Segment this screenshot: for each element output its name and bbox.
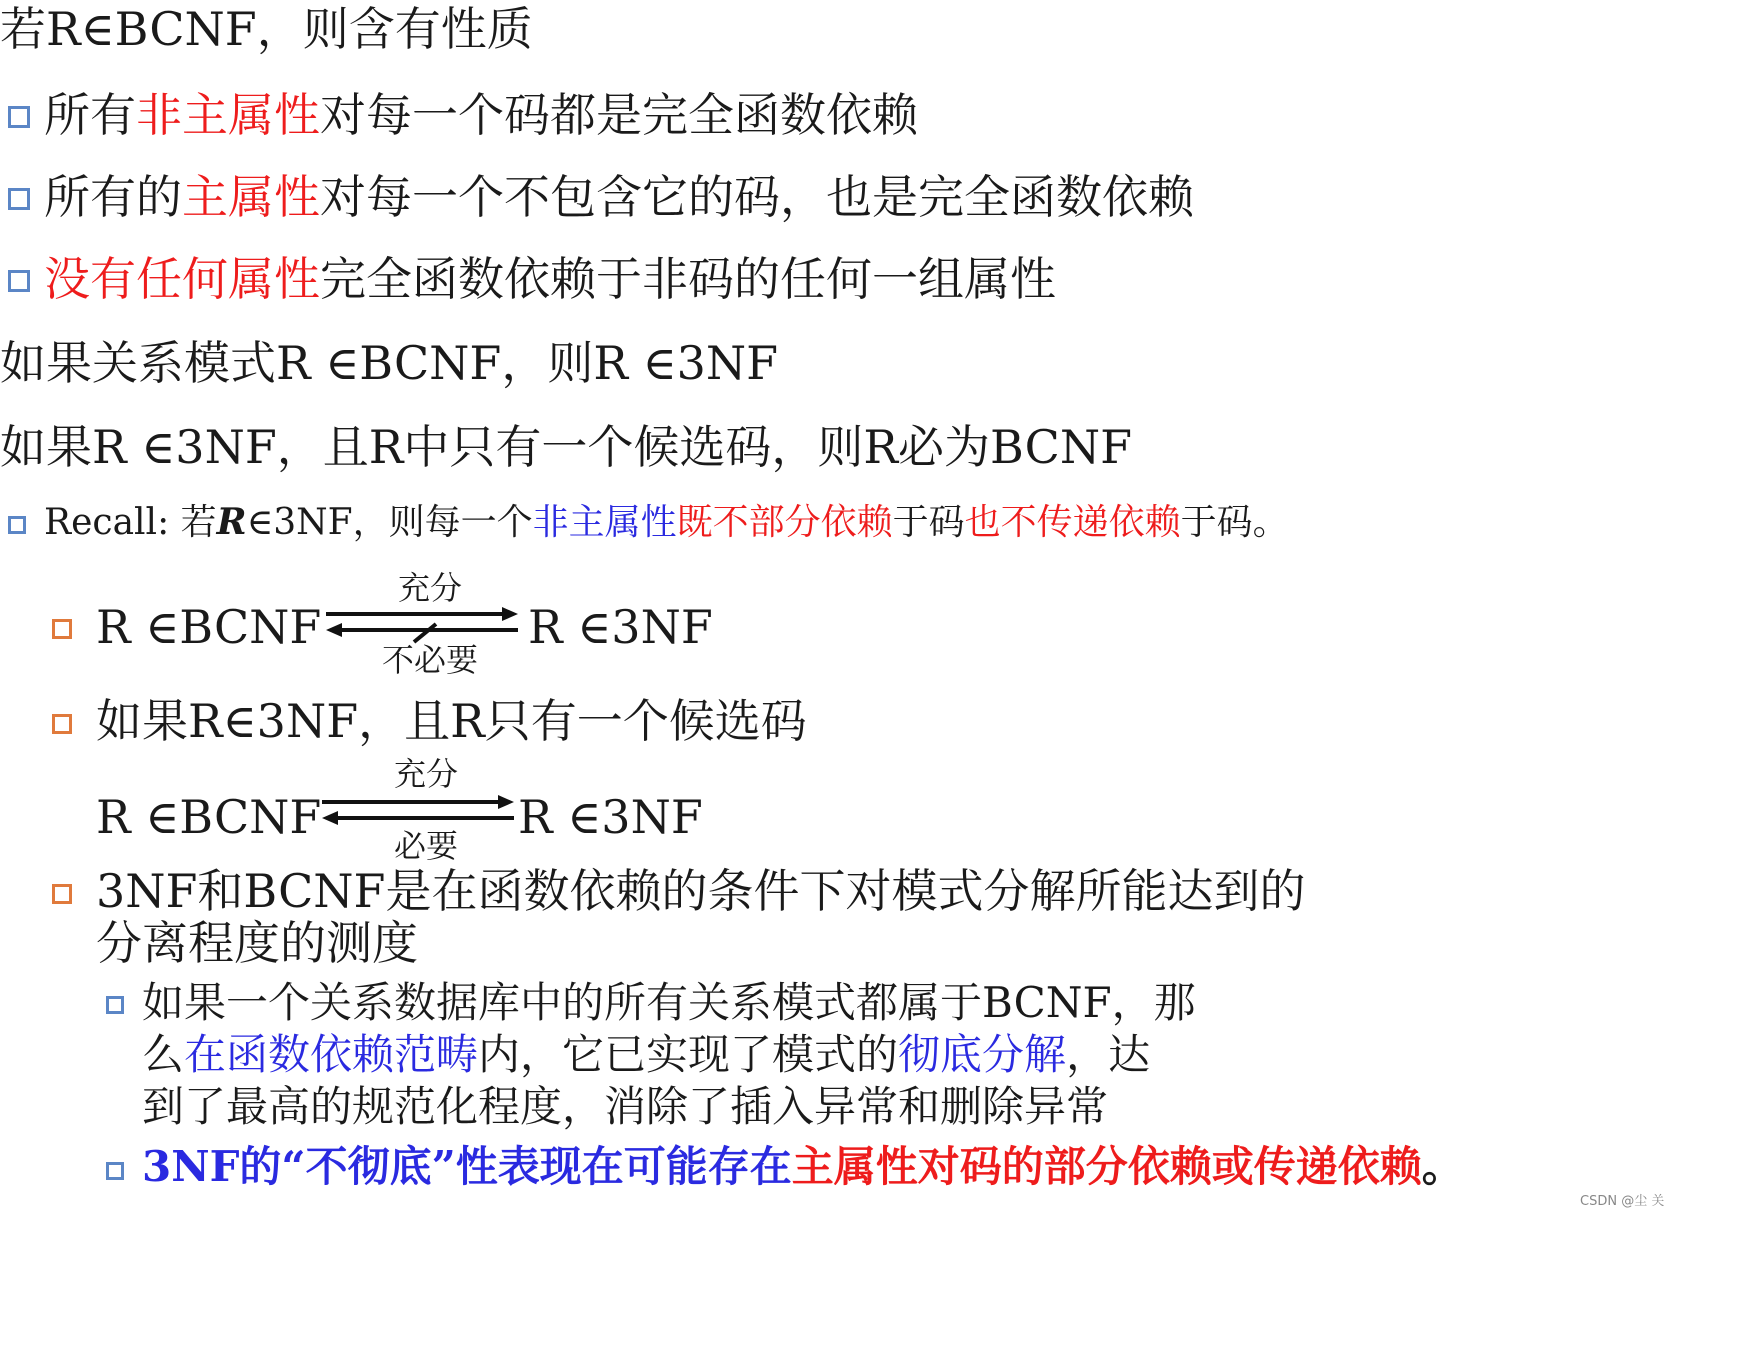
- diagram2-right: R ∈3NF: [518, 790, 703, 844]
- bullet-square-icon: [52, 619, 72, 639]
- prop2-text-a: 所有的: [44, 170, 182, 224]
- prop1-highlight: 非主属性: [136, 88, 320, 142]
- recall-line: [44, 501, 1289, 543]
- statement-bcnf-implies-3nf: 如果关系模式R ∈BCNF，则R ∈3NF: [0, 336, 779, 390]
- diagram2-bottom-label: 必要: [394, 827, 459, 865]
- bullet-square-icon: [8, 188, 30, 210]
- property-1: [44, 88, 918, 142]
- recall-r: R: [216, 501, 247, 543]
- recall-prefix: Recall: 若: [44, 502, 217, 543]
- diagram2-left: R ∈BCNF: [96, 790, 322, 844]
- double-arrow-icon: [318, 792, 518, 832]
- double-arrow-negated-icon: [322, 604, 522, 644]
- bullet-square-icon: [106, 996, 124, 1014]
- diagram1-right: R ∈3NF: [528, 600, 713, 654]
- property-2: [44, 170, 1194, 224]
- recall-nonprime: 非主属性: [532, 502, 677, 543]
- prop2-highlight: 主属性: [182, 170, 320, 224]
- diagram2-top-label: 充分: [394, 755, 459, 793]
- measure-line-2: 分离程度的测度: [96, 916, 418, 970]
- recall-end: 于码。: [1180, 502, 1289, 543]
- statement-3nf-single-key: 如果R ∈3NF，且R中只有一个候选码，则R必为BCNF: [0, 420, 1133, 474]
- sub1-l2a: 么: [142, 1030, 185, 1079]
- prop1-text-c: 对每一个码都是完全函数依赖: [320, 88, 918, 142]
- diagram1-top-label: 充分: [398, 569, 463, 607]
- sub1-l2c: 内，它已实现了模式的: [478, 1030, 899, 1079]
- sub2-end: 。: [1421, 1142, 1464, 1191]
- bullet-square-icon: [8, 516, 26, 534]
- bullet-square-icon: [52, 884, 72, 904]
- sub1-l2e: ，达: [1066, 1030, 1151, 1079]
- recall-no-transitive: 也不传递依赖: [964, 502, 1181, 543]
- sub2-line: [142, 1142, 1464, 1191]
- sub2-blue: 3NF的“不彻底”性表现在可能存在: [142, 1142, 792, 1191]
- prop3-highlight: 没有任何属性: [44, 252, 320, 306]
- recall-mid: ∈3NF，则每一个: [246, 502, 533, 543]
- bullet-square-icon: [52, 714, 72, 734]
- prop2-text-c: 对每一个不包含它的码，也是完全函数依赖: [320, 170, 1194, 224]
- sub1-fd-scope: 在函数依赖范畴: [184, 1030, 479, 1079]
- heading: 若R∈BCNF，则含有性质: [0, 2, 533, 56]
- recall-no-partial: 既不部分依赖: [676, 502, 893, 543]
- prop1-text-a: 所有: [44, 88, 136, 142]
- prop3-text-c: 完全函数依赖于非码的任何一组属性: [320, 252, 1056, 306]
- diagram1-left: R ∈BCNF: [96, 600, 322, 654]
- bullet-square-icon: [8, 270, 30, 292]
- sub1-complete-decomposition: 彻底分解: [898, 1030, 1067, 1079]
- diagram1-bottom-label: 不必要: [382, 641, 479, 679]
- sub1-line-1: 如果一个关系数据库中的所有关系模式都属于BCNF，那: [142, 978, 1196, 1027]
- condition-line: 如果R∈3NF，且R只有一个候选码: [96, 694, 807, 748]
- watermark: CSDN @尘 关: [1580, 1194, 1665, 1209]
- bullet-square-icon: [106, 1162, 124, 1180]
- measure-line-1: 3NF和BCNF是在函数依赖的条件下对模式分解所能达到的: [96, 864, 1306, 918]
- sub2-red: 主属性对码的部分依赖或传递依赖: [791, 1142, 1422, 1191]
- property-3: [44, 252, 1056, 306]
- bullet-square-icon: [8, 106, 30, 128]
- sub1-line-2: [142, 1030, 1151, 1079]
- recall-mid2: 于码: [892, 502, 965, 543]
- sub1-line-3: 到了最高的规范化程度，消除了插入异常和删除异常: [142, 1082, 1109, 1131]
